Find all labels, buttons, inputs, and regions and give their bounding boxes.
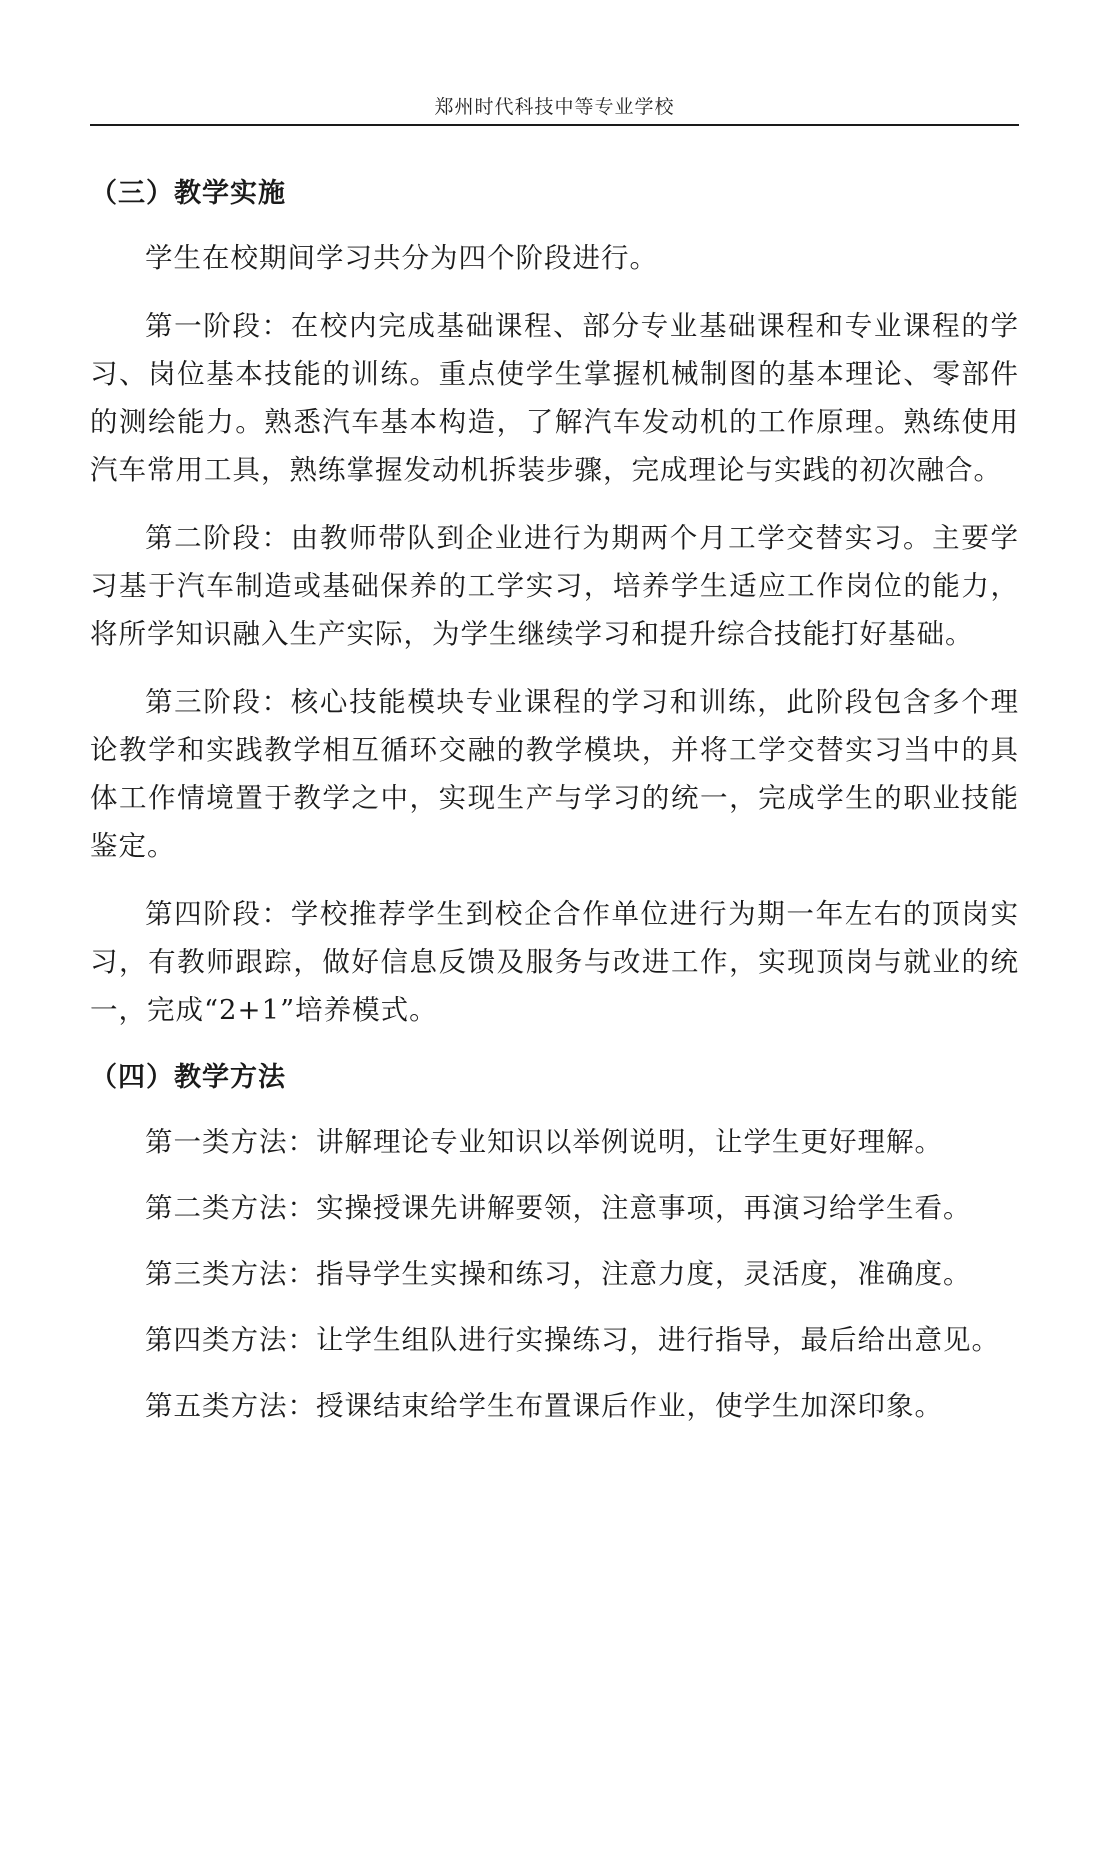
- document-body: [90, 170, 1019, 1448]
- section-teaching-implementation: [90, 170, 1019, 1034]
- paragraph-stage-three: 第三阶段：核心技能模块专业课程的学习和训练，此阶段包含多个理论教学和实践教学相互循环交融的教学模块，并将工学交替实习当中的具体工作情境置于教学之中，实现生产与学习的统一，完成学生的职业技能鉴定。: [90, 686, 1019, 862]
- paragraph-method-one: 第一类方法：讲解理论专业知识以举例说明，让学生更好理解。: [145, 1126, 943, 1158]
- paragraph-stage-one: 第一阶段：在校内完成基础课程、部分专业基础课程和专业课程的学习、岗位基本技能的训练。重点使学生掌握机械制图的基本理论、零部件的测绘能力。熟悉汽车基本构造，了解汽车发动机的工作原理。熟练使用汽车常用工具，熟练掌握发动机拆装步骤，完成理论与实践的初次融合。: [90, 310, 1019, 486]
- paragraph-method-five: 第五类方法：授课结束给学生布置课后作业，使学生加深印象。: [145, 1390, 943, 1422]
- paragraph-method-three: 第三类方法：指导学生实操和练习，注意力度，灵活度，准确度。: [145, 1258, 972, 1290]
- page-header-school-name: 郑州时代科技中等专业学校: [434, 96, 675, 118]
- paragraph-stage-four: 第四阶段：学校推荐学生到校企合作单位进行为期一年左右的顶岗实习，有教师跟踪，做好信息反馈及服务与改进工作，实现顶岗与就业的统一，完成“2+1”培养模式。: [90, 898, 1019, 1026]
- header-divider: [90, 124, 1019, 126]
- section-heading: （三）教学实施: [90, 178, 286, 209]
- paragraph-method-two: 第二类方法：实操授课先讲解要领，注意事项，再演习给学生看。: [145, 1192, 972, 1224]
- paragraph: 学生在校期间学习共分为四个阶段进行。: [145, 242, 658, 274]
- section-heading: （四）教学方法: [90, 1062, 286, 1093]
- section-teaching-methods: [90, 1054, 1019, 1430]
- paragraph-method-four: 第四类方法：让学生组队进行实操练习，进行指导，最后给出意见。: [145, 1324, 1000, 1356]
- paragraph-stage-two: 第二阶段：由教师带队到企业进行为期两个月工学交替实习。主要学习基于汽车制造或基础保养的工学实习，培养学生适应工作岗位的能力，将所学知识融入生产实际，为学生继续学习和提升综合技能打好基础。: [90, 522, 1019, 650]
